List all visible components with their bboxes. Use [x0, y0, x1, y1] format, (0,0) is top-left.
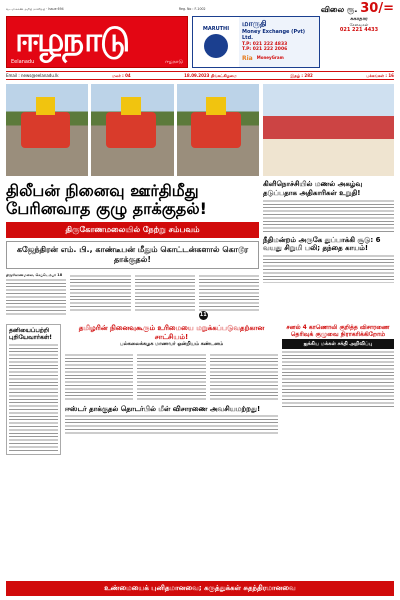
ad-text-panel: [239, 17, 319, 67]
lead-headline[interactable]: திலீபன் நினைவு ஊர்திமீது பேரினவாத குழு தாக்குதல்!: [6, 181, 207, 219]
lower-section: [6, 324, 394, 455]
paper-name: ஈழநாடு: [15, 20, 129, 60]
lead-text-col-2: [70, 273, 130, 320]
ad-phone-1: T.P: 021 222 4833: [242, 41, 288, 47]
lead-photo-1[interactable]: [6, 84, 88, 176]
lead-text-col-3: [135, 273, 195, 320]
right-ad-line-2: சேவைகள்: [349, 22, 369, 28]
continued-page-badge[interactable]: 11: [199, 311, 207, 318]
ad-brand: மாருதி: [242, 19, 267, 28]
right-lower-headline[interactable]: சனல் 4 காணொலி குறித்த விசாரணை தெரிவுக் குழுவை நிராகரிக்கிறோம்: [286, 323, 390, 339]
right-photo[interactable]: [263, 84, 394, 176]
lead-dateline: திருகோணமலை, செப்டெம்பர் 18: [6, 272, 63, 277]
lead-story: [6, 84, 259, 320]
ad-sub-brand: MARUTHI: [202, 25, 230, 32]
ad-phone-2: T.P: 021 222 2006: [242, 47, 288, 53]
right-lower-banner: ஐக்கிய மக்கள் சக்தி அறிவிப்பு: [282, 339, 394, 349]
bottom-headline[interactable]: ஈஸ்டர் தாக்குதல் தொடர்பில் மீள் விசாரணை அவசியமற்றது!: [65, 404, 261, 413]
paper-subtitle: ஈழநாடு: [165, 58, 183, 65]
lead-text-col-1: [6, 273, 66, 320]
top-strip: [6, 0, 394, 16]
lead-photo-3[interactable]: [177, 84, 259, 176]
maruthi-advertisement[interactable]: [192, 16, 320, 68]
price-tag: விலை ரூ. 30/=: [320, 0, 394, 16]
footer-motto: உண்மையைக் புனிதமானவை; கருத்துக்கள் சுதந்திரமானவை: [6, 581, 394, 596]
right-lower-story: [282, 324, 394, 455]
lead-body: [6, 273, 259, 320]
issue-number: இதழ் : 282: [290, 73, 313, 78]
right-headline-1[interactable]: கிளிநொச்சியில் மணல் அகழ்வு தடுப்பதாக அதிகாரிகள் உறுதி!: [263, 180, 363, 197]
volume-number: மலர் : 04: [112, 73, 131, 78]
reg-number: Reg. No : F-1002: [178, 7, 206, 11]
middle-headline[interactable]: தமிழரின் நினைவுகூரும் உரிமையை மறுக்கப்படுவதற்கான சாட்சியம்!: [78, 323, 265, 341]
ad-badge-moneygram: MoneyGram: [256, 54, 284, 60]
left-brief-headline[interactable]: தனியைப்பற்றி புறியேவார்கள்!: [9, 326, 53, 342]
right-ad-phone: 021 221 4433: [339, 27, 379, 34]
right-headline-2[interactable]: நீதிமன்றம் அருகே துப்பாக்கி சூடு: 6 வயது சிறுமி பலி; தந்தை காயம்!: [263, 235, 381, 253]
left-brief: [6, 324, 61, 455]
paper-name-english: Eelanadu: [11, 58, 35, 65]
right-text-2: [263, 253, 394, 283]
ad-logo-panel: [193, 17, 239, 67]
lead-photos: [6, 84, 259, 176]
masthead: [6, 16, 394, 68]
right-column: [263, 84, 394, 320]
middle-subheadline: பல்கலைக்கழக மாணவர் ஒன்றியம் கண்டனம்: [119, 341, 224, 348]
right-top-ad[interactable]: [324, 16, 394, 68]
lead-callout: கஜேந்திரன் எம். பி., காண்டீபன் மீதும் கொட்டன்களால் கொடூர தாக்குதல்!: [6, 241, 259, 269]
right-text-1: [263, 198, 394, 232]
publication-line: வடமாகாண தமிழ் நாளிதழ் · Issue 694: [6, 7, 64, 11]
masthead-logo[interactable]: [6, 16, 188, 68]
issue-date: 18.09.2023 திங்கட்கிழமை: [184, 73, 237, 78]
currency-globe-icon: [204, 34, 228, 58]
lead-subheadline: திருகோணமலையில் நேற்று சம்பவம்: [6, 222, 259, 238]
issue-info-bar: [6, 71, 394, 80]
lead-photo-2[interactable]: [91, 84, 173, 176]
middle-stories: [65, 324, 278, 455]
email-address[interactable]: Email : news@eelanadu.lk: [6, 73, 59, 78]
main-content: [6, 84, 394, 320]
lead-text-col-4: [199, 273, 259, 320]
right-ad-line-1: சுகாதார: [350, 16, 368, 22]
page-count: பக்கங்கள் : 16: [366, 73, 394, 78]
ad-brand-english: Money Exchange (Pvt) Ltd.: [242, 29, 306, 42]
ad-badge-ria: Ria: [242, 54, 253, 62]
